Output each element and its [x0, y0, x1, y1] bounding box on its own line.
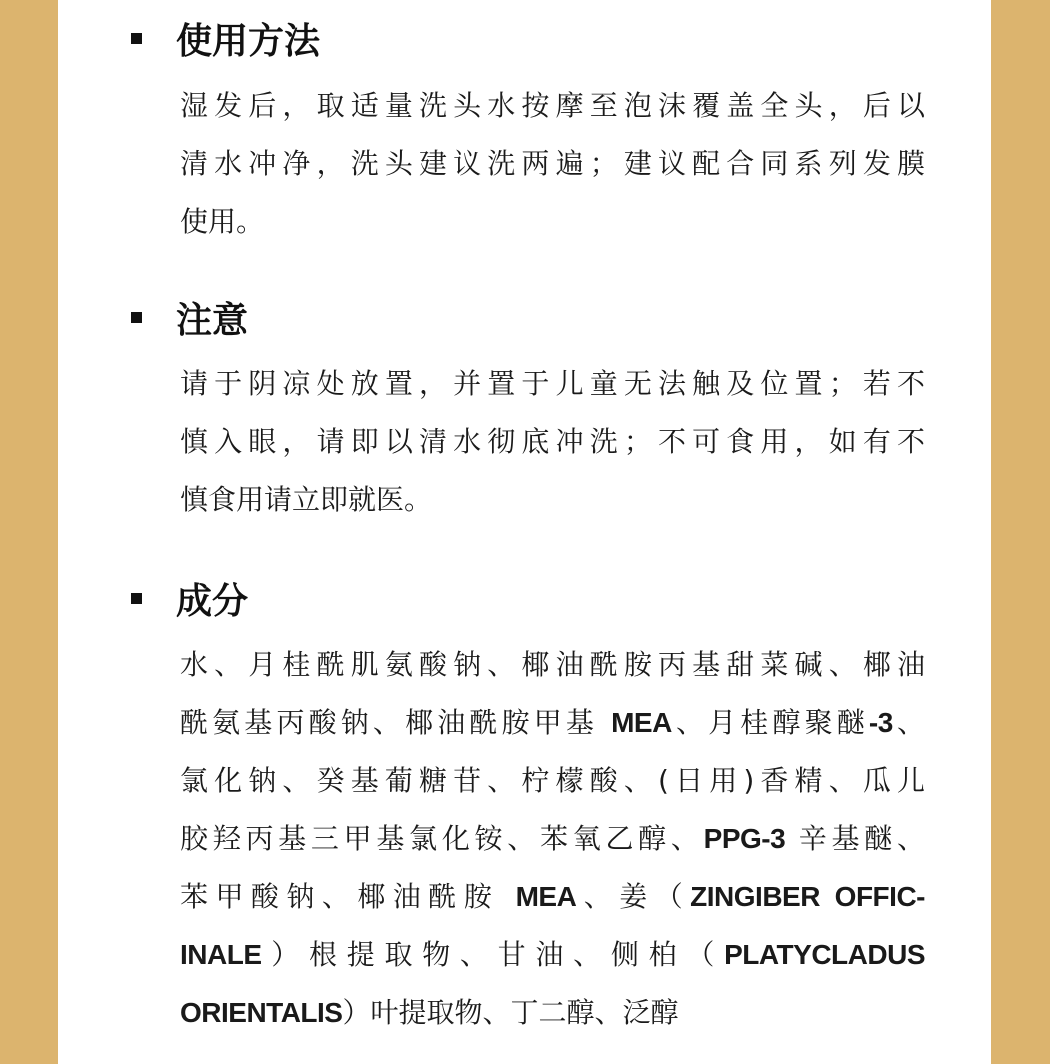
usage-text	[180, 77, 925, 251]
ingredients-text	[180, 636, 925, 1042]
latin-term: MEA	[515, 881, 577, 912]
latin-term: PLATYCLADUS	[724, 939, 925, 970]
caution-text	[180, 355, 925, 529]
text-line: 湿发后，取适量洗头水按摩至泡沫覆盖全头，后以	[180, 89, 925, 122]
section-title: 使用方法	[176, 20, 321, 62]
bullet-icon	[131, 593, 142, 604]
ingredients-heading	[131, 573, 248, 623]
latin-term: PPG-3	[703, 823, 786, 854]
text-line: 胶羟丙基三甲基氯化铵、苯氧乙醇、PPG-3 辛基醚、	[180, 822, 925, 855]
latin-term: MEA	[611, 707, 672, 738]
section-title: 注意	[176, 299, 249, 341]
text-line: ORIENTALIS）叶提取物、丁二醇、泛醇	[180, 996, 679, 1029]
latin-term: ORIENTALIS	[180, 997, 343, 1028]
section-title: 成分	[176, 580, 249, 622]
text-line: 酰氨基丙酸钠、椰油酰胺甲基 MEA、月桂醇聚醚-3、	[180, 706, 925, 739]
latin-term: INALE	[180, 939, 262, 970]
text-line: 水、月桂酰肌氨酸钠、椰油酰胺丙基甜菜碱、椰油	[180, 648, 925, 681]
text-line: 清水冲净，洗头建议洗两遍；建议配合同系列发膜	[180, 147, 925, 180]
bullet-icon	[131, 33, 142, 44]
usage-heading	[131, 13, 320, 63]
text-line: 请于阴凉处放置，并置于儿童无法触及位置；若不	[180, 367, 925, 400]
bullet-icon	[131, 312, 142, 323]
caution-heading	[131, 292, 248, 342]
latin-term: -3	[868, 707, 893, 738]
text-line: 慎食用请立即就医。	[180, 483, 433, 516]
text-line: 苯甲酸钠、椰油酰胺 MEA、姜（ZINGIBER OFFIC-	[180, 880, 925, 913]
text-line: 氯化钠、癸基葡糖苷、柠檬酸、(日用)香精、瓜儿	[180, 764, 925, 797]
text-line: 慎入眼，请即以清水彻底冲洗；不可食用，如有不	[180, 425, 925, 458]
text-line: INALE）根提取物、甘油、侧柏（PLATYCLADUS	[180, 938, 925, 971]
text-line: 使用。	[180, 205, 265, 238]
latin-term: ZINGIBER OFFIC-	[690, 881, 925, 912]
product-info-page	[58, 0, 991, 1064]
